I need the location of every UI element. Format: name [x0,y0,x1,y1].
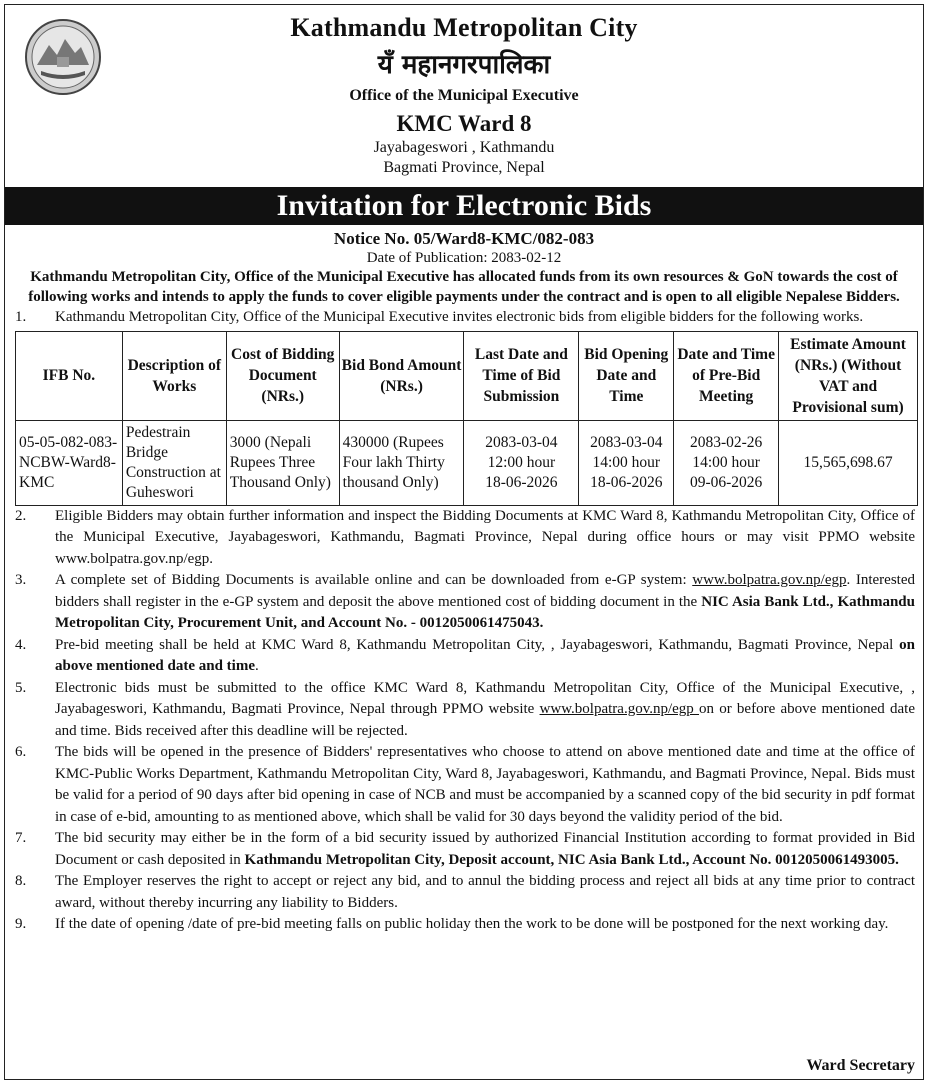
paragraph-number: 7. [15,830,27,846]
paragraph-number: 3. [15,572,27,588]
banner-title: Invitation for Electronic Bids [5,187,923,225]
header [5,5,923,187]
paragraph-text: If the date of opening /date of pre-bid meeting falls on public holiday then the work to be done will be postponed for the next working day. [55,916,889,932]
paragraph-5 [5,678,923,743]
table-header-row [16,331,918,420]
paragraph-8 [5,871,923,914]
cell-opening [579,420,674,505]
office-name: Office of the Municipal Executive [349,87,579,104]
pre-date-bs: 2083-02-26 [689,433,763,451]
ward-name: KMC Ward 8 [396,111,532,136]
cell-description: Pedestrain Bridge Construction at Guheswori [122,420,226,505]
bids-table [15,331,918,506]
cell-bid-bond: 430000 (Rupees Four lakh Thirty thousand Only) [339,420,464,505]
paragraph-9 [5,914,923,936]
paragraph-text: Eligible Bidders may obtain further information and inspect the Bidding Documents at KMC Ward 8, Kathmandu Metropolitan City, Office of the Municipal Executive, Jayabageswori, Kathmandu, Bagmati Province, Nepal during office hours or may visit PPMO website www.bolpatra.gov.np/egp. [55,507,915,567]
intro-paragraph: Kathmandu Metropolitan City, Office of the Municipal Executive has allocated funds from its own resources & GoN towards the cost of following works and intends to apply the funds to cover eligible payments under the contract and is open to all eligible Nepalese Bidders. [28,269,900,305]
open-date-ad: 18-06-2026 [590,473,663,491]
p5-text-a: Electronic bids must be submitted to the office KMC Ward 8, Kathmandu Metropolitan City, Office of the Municipal Executive, , Jayabageswori, Kathmandu, Bagmati Province, Nepal through PPMO website [55,679,915,717]
paragraph-number: 1. [15,309,27,325]
header-pre-bid: Date and Time of Pre-Bid Meeting [674,331,779,420]
p3-text-a: A complete set of Bidding Documents is available online and can be downloaded from e-GP system: [55,572,693,588]
paragraph-text [55,678,915,743]
city-name: Kathmandu Metropolitan City [290,13,638,42]
paragraph-1 [5,307,923,329]
paragraph-text: Kathmandu Metropolitan City, Office of the Municipal Executive invites electronic bids from eligible bidders for the following works. [55,309,864,325]
header-bid-bond: Bid Bond Amount (NRs.) [339,331,464,420]
paragraph-4 [5,635,923,678]
address-line-1: Jayabageswori , Kathmandu [373,139,555,156]
egp-link[interactable]: www.bolpatra.gov.np/egp [692,572,847,588]
paragraph-text [55,635,915,678]
ppmo-link[interactable]: www.bolpatra.gov.np/egp [539,701,700,717]
paragraph-3 [5,570,923,635]
cell-estimate: 15,565,698.67 [779,420,918,505]
p5-text-b: on or before above mentioned date and time. Bids received after this deadline will be rejected. [55,701,915,739]
header-last-date: Last Date and Time of Bid Submission [464,331,579,420]
cell-last-date [464,420,579,505]
city-name-devanagari: यँ महानगरपालिका [377,50,551,80]
paragraph-number: 8. [15,873,27,889]
p3-bank-account: NIC Asia Bank Ltd., Kathmandu Metropolitan City, Procurement Unit, and Account No. - 0012050061475043. [55,593,915,631]
publication-date: Date of Publication: 2083-02-12 [366,250,562,266]
table-row [16,420,918,505]
cell-cost: 3000 (Nepali Rupees Three Thousand Only) [226,420,339,505]
paragraph-number: 6. [15,744,27,760]
address-line-2: Bagmati Province, Nepal [383,159,545,176]
signature-ward-secretary: Ward Secretary [806,1057,915,1074]
paragraph-6 [5,742,923,828]
header-opening: Bid Opening Date and Time [579,331,674,420]
notice-frame [4,4,924,1080]
paragraph-number: 5. [15,679,27,696]
paragraph-text [55,828,915,871]
pre-date-ad: 09-06-2026 [689,473,763,491]
cell-pre-bid [674,420,779,505]
kmc-seal-emblem [23,17,103,97]
paragraph-7 [5,828,923,871]
header-cost: Cost of Bidding Document (NRs.) [226,331,339,420]
header-description: Description of Works [122,331,226,420]
last-time: 12:00 hour [487,453,556,471]
paragraph-text [55,570,915,635]
paragraph-number: 4. [15,636,27,653]
p7-deposit-account: Kathmandu Metropolitan City, Deposit account, NIC Asia Bank Ltd., Account No. 0012050061493005. [244,851,899,868]
p7-text-a: The bid security may either be in the form of a bid security issued by authorized Financial Institution according to format provided in Bid Document or cash deposited in [55,830,915,868]
paragraph-text: The bids will be opened in the presence of Bidders' representatives who choose to attend on above mentioned date and time at the office of KMC-Public Works Department, Kathmandu Metropolitan City, Ward 8, Jayabageswori, Kathmandu, and Bagmati Province, Nepal. Bids must be valid for a period of 90 days after bid opening in case of NCB and must be accompanied by a scanned copy of the bid security in pdf format in case of e-bid, amounting to as mentioned above, which shall be valid for 30 days beyond the validity period of the bid. [55,744,915,825]
open-date-bs: 2083-03-04 [590,433,663,451]
p3-text-b: . Interested bidders shall register in the e-GP system and deposit the above mentioned cost of bidding document in the [55,572,916,610]
notice-number: Notice No. 05/Ward8-KMC/082-083 [333,229,595,248]
header-estimate: Estimate Amount (NRs.) (Without VAT and Provisional sum) [779,331,918,420]
open-time: 14:00 hour [592,453,661,471]
p4-bold: on above mentioned date and time [55,636,915,674]
paragraph-text: The Employer reserves the right to accept or reject any bid, and to annul the bidding process and reject all bids at any time prior to contract award, without thereby incurring any liability to Bidders. [55,873,915,911]
header-ifb: IFB No. [16,331,123,420]
last-date-ad: 18-06-2026 [485,473,558,491]
paragraph-number: 2. [15,507,27,524]
paragraph-number: 9. [15,916,27,932]
p4-text-b: . [255,658,259,674]
paragraph-2 [5,506,923,571]
last-date-bs: 2083-03-04 [485,433,558,451]
cell-ifb: 05-05-082-083-NCBW-Ward8-KMC [16,420,123,505]
pre-time: 14:00 hour [692,453,760,471]
p4-text-a: Pre-bid meeting shall be held at KMC Ward 8, Kathmandu Metropolitan City, , Jayabageswori, Kathmandu, Bagmati Province, Nepal [55,636,900,653]
